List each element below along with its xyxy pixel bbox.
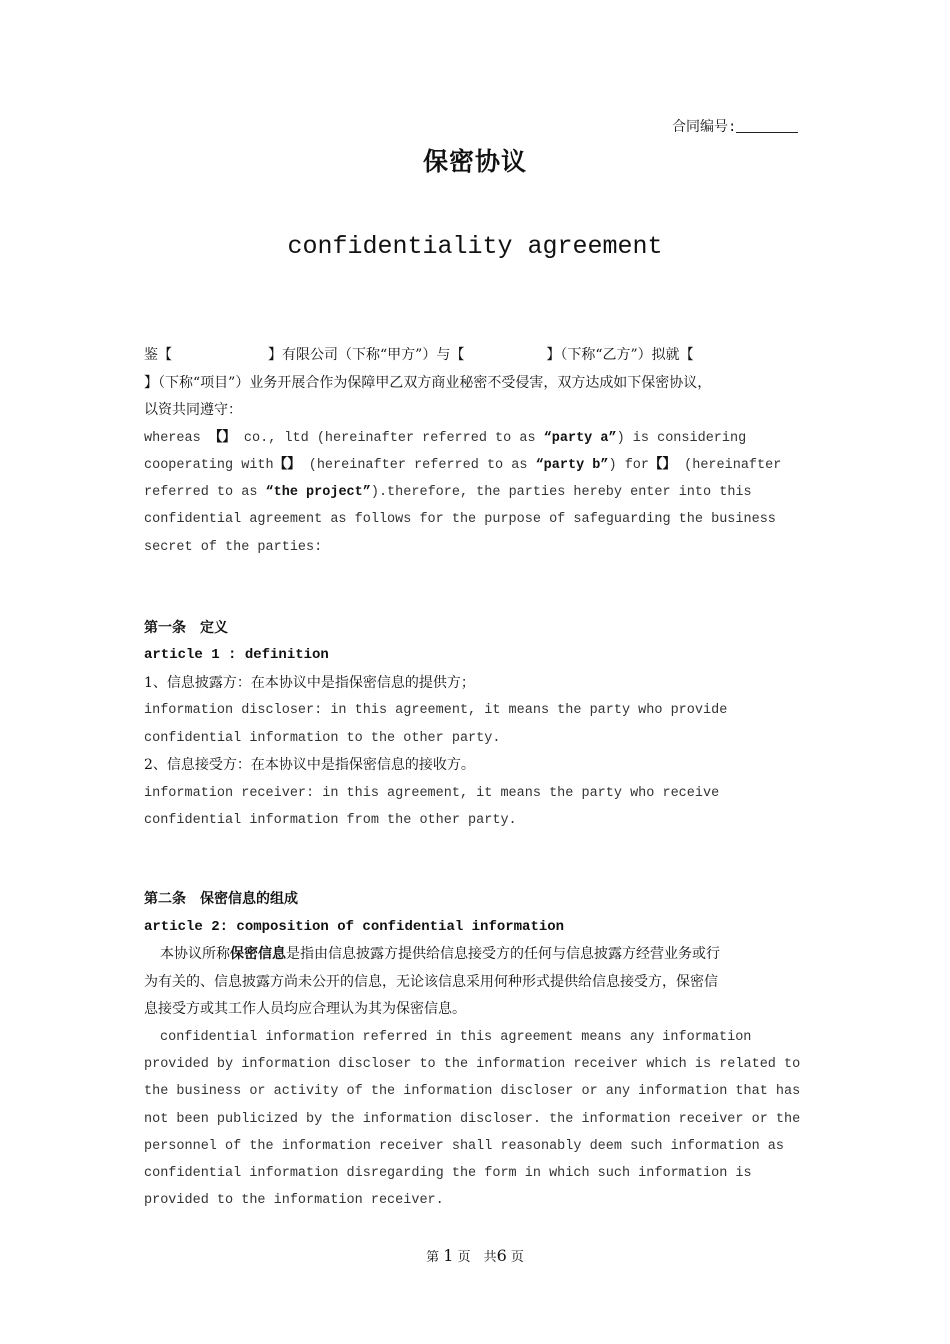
preamble-text: ).therefore, the parties hereby enter into this — [370, 485, 752, 501]
preamble-text: (hereinafter — [676, 457, 782, 473]
page-suffix: 页 — [510, 1250, 524, 1265]
blank-bracket: 【】 — [273, 457, 301, 473]
party-a-term: “party a” — [543, 430, 617, 446]
contract-number-label: 合同编号: — [672, 120, 737, 136]
article-2-en-line: provided to the information receiver. — [144, 1193, 444, 1209]
preamble-text: whereas — [144, 430, 209, 446]
article-2-heading-en: article 2: composition of confidential information — [144, 918, 565, 935]
page-current: 1 — [443, 1246, 454, 1265]
preamble — [144, 342, 812, 561]
preamble-text: ) for — [608, 457, 650, 473]
spacer — [144, 834, 812, 886]
article-2-cn-line-3: 息接受方或其工作人员均应合理认为其为保密信息。 — [144, 1001, 466, 1018]
page-prefix: 第 — [426, 1250, 440, 1265]
article-2-en-line: not been publicized by the information discloser. the information receiver or the — [144, 1111, 801, 1127]
article-1-heading-en: article 1 : definition — [144, 647, 329, 664]
article-1-item-1-cn: 1、信息披露方：在本协议中是指保密信息的提供方； — [144, 674, 475, 691]
contract-number — [672, 116, 798, 136]
preamble-text: co., ltd (hereinafter referred to as — [235, 430, 544, 446]
page-total: 6 — [496, 1246, 507, 1265]
blank-bracket: 【】 — [208, 430, 236, 446]
preamble-text: cooperating with — [144, 457, 274, 473]
preamble-en-line-4: confidential agreement as follows for the purpose of safeguarding the business — [144, 512, 776, 528]
preamble-text: referred to as — [144, 485, 266, 501]
blank-bracket: 【】 — [649, 457, 677, 473]
article-1-item-2-cn: 2、信息接受方：在本协议中是指保密信息的接收方。 — [144, 757, 475, 774]
article-2-en-line: the business or activity of the information discloser or any information that has — [144, 1084, 801, 1100]
article-2-text: 是指由信息披露方提供给信息接受方的任何与信息披露方经营业务或行 — [286, 946, 720, 963]
preamble-text: (hereinafter referred to as — [300, 457, 536, 473]
preamble-text: 】有限公司（下称“甲方”）与【 — [268, 347, 465, 363]
page-title-cn: 保密协议 — [422, 147, 527, 176]
confidential-info-term: 保密信息 — [230, 946, 286, 963]
preamble-text: 】（下称“乙方”）拟就【 — [546, 347, 694, 363]
preamble-en-line-1 — [144, 425, 812, 452]
contract-number-blank — [736, 118, 798, 133]
preamble-cn-line-1 — [144, 342, 812, 370]
page-title-en: confidentiality agreement — [287, 232, 663, 261]
article-2-en-line: confidential information disregarding the form in which such information is — [144, 1166, 752, 1182]
preamble-text: ) is considering — [616, 430, 747, 446]
preamble-cn-line-2: 】（下称“项目”）业务开展合作为保障甲乙双方商业秘密不受侵害，双方达成如下保密协议， — [144, 374, 712, 391]
article-1-item-1-en: information discloser: in this agreement, it means the party who provide — [144, 703, 728, 719]
preamble-en-line-2 — [144, 452, 812, 479]
preamble-text: 鉴【 — [144, 347, 172, 363]
spacer — [144, 561, 812, 615]
article-2-en-line: confidential information referred in this agreement means any information — [160, 1029, 752, 1045]
article-1-item-1-en: confidential information to the other party. — [144, 730, 501, 746]
article-2-text: 本协议所称 — [160, 946, 230, 963]
article-1-item-2-en: confidential information from the other party. — [144, 812, 517, 828]
article-1 — [144, 615, 812, 834]
preamble-cn-line-3: 以资共同遵守： — [144, 402, 242, 418]
article-1-heading-cn: 第一条 定义 — [144, 619, 228, 636]
page-footer — [0, 1246, 950, 1265]
page-mid: 页 共 — [457, 1250, 497, 1265]
document-body — [144, 342, 812, 1215]
article-2-cn-line-2: 为有关的、信息披露方尚未公开的信息，无论该信息采用何种形式提供给信息接受方，保密信 — [144, 973, 718, 990]
article-1-item-2-en: information receiver: in this agreement, it means the party who receive — [144, 785, 720, 801]
article-2-en-line: provided by information discloser to the information receiver which is related to — [144, 1056, 801, 1072]
preamble-en-line-5: secret of the parties: — [144, 539, 323, 555]
article-2-en-line: personnel of the information receiver shall reasonably deem such information as — [144, 1138, 785, 1154]
article-2 — [144, 886, 812, 1215]
article-2-cn-line-1 — [144, 941, 812, 969]
party-b-term: “party b” — [535, 457, 609, 473]
project-term: “the project” — [265, 485, 371, 501]
article-2-heading-cn: 第二条 保密信息的组成 — [144, 891, 298, 908]
preamble-en-line-3 — [144, 479, 812, 506]
